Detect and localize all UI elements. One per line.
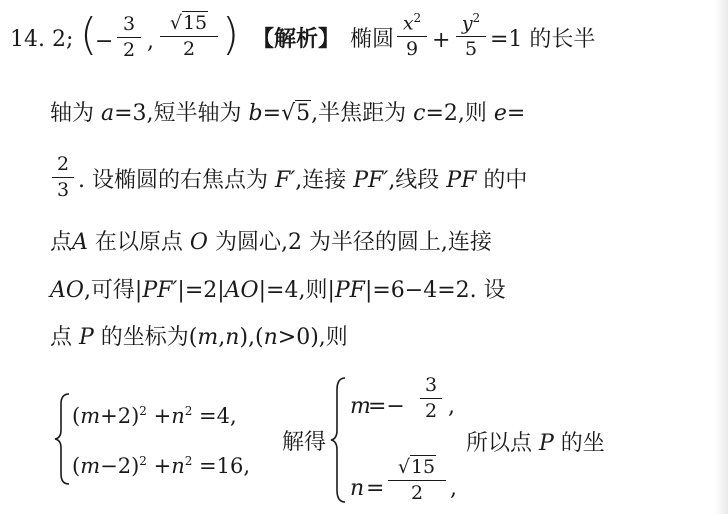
comma: , <box>147 29 154 54</box>
fraction-sqrt15-over-2-solution: √15 2 <box>388 458 446 503</box>
scan-edge-shadow <box>714 0 728 514</box>
text-eq1-long-half: =1 的长半 <box>490 27 596 52</box>
line-6: 点 P 的坐标为(m,n),(n>0),则 <box>50 325 348 350</box>
text-solve: 解得 <box>282 430 327 455</box>
fraction-3-over-2-solution: 3 2 <box>420 376 442 421</box>
solution-m-eq: =− <box>368 394 405 419</box>
fraction-x2-over-9: $x^2$ 9 <box>397 12 427 59</box>
plus-sign: + <box>432 28 451 53</box>
line-3: . 设椭圆的右焦点为 F′,连接 PF′,线段 PF 的中 <box>78 168 528 193</box>
text-ellipse: 椭圆 <box>350 27 395 52</box>
equation-2: $(m-2)^2 +n^2 =16$, <box>72 454 251 478</box>
tail-text: 所以点 P 的坐 <box>466 431 605 456</box>
line-2: 轴为 a=3,短半轴为 b=√5,半焦距为 c=2,则 e= <box>50 101 526 126</box>
open-paren: ( <box>80 9 98 60</box>
comma-2: , <box>450 476 457 501</box>
fraction-3-over-2: 3 2 <box>117 15 141 60</box>
solution-m-var: m <box>350 394 371 419</box>
analysis-label: 【解析】 <box>252 27 341 52</box>
comma-1: , <box>448 394 455 419</box>
fraction-2-over-3: 2 3 <box>52 155 74 200</box>
solution-n-var: n <box>350 476 365 501</box>
fraction-sqrt15-over-2: √15 2 <box>160 14 218 59</box>
line-4: 点A 在以原点 O 为圆心,2 为半径的圆上,连接 <box>50 230 492 255</box>
fraction-y2-over-5: $y^2$ 5 <box>456 12 486 59</box>
problem-number: 14. 2; <box>10 27 74 52</box>
close-paren: ) <box>222 9 240 60</box>
left-brace-icon <box>54 392 72 486</box>
right-system-brace-icon <box>330 376 348 504</box>
equation-1: $(m+2)^2 +n^2 =4$, <box>72 404 237 428</box>
minus-sign: − <box>95 29 114 54</box>
solution-n-eq: = <box>366 476 385 501</box>
line-5: AO,可得|PF′|=2|AO|=4,则|PF|=6−4=2. 设 <box>50 278 506 303</box>
